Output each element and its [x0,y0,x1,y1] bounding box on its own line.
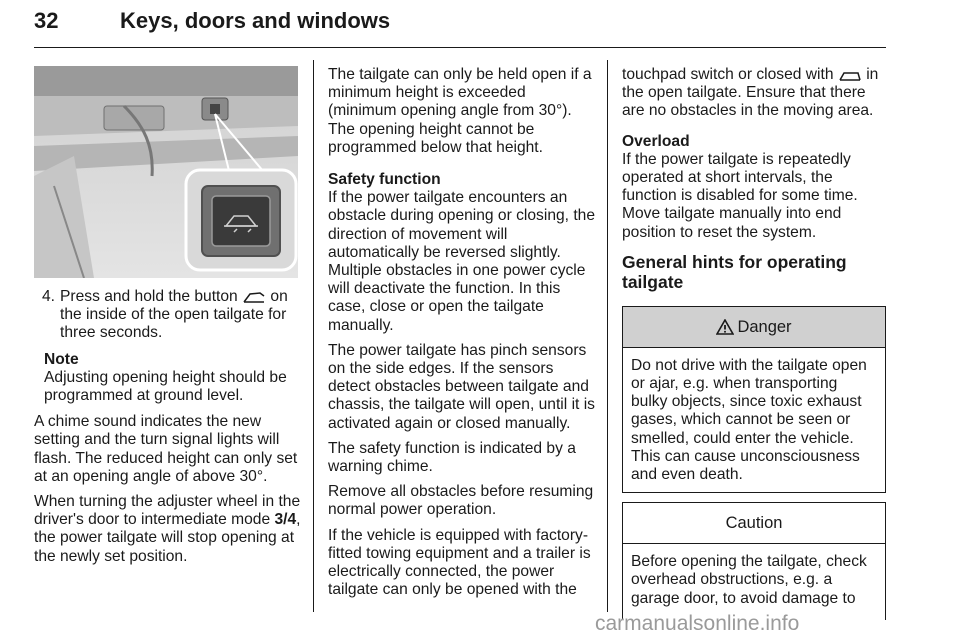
caution-text: Before opening the tailgate, check overhead obstructions, e.g. a garage door, to avoid damage to [631,553,867,607]
tailgate-illustration-svg [34,66,298,278]
tailgate-closed-icon [838,68,862,82]
paragraph: The safety function is indicated by a warning chime. [328,439,576,476]
paragraph: If the power tailgate is repeatedly operated at short intervals, the function is disabled for some time. Move tailgate manually into end position to reset the system. [622,150,858,241]
section-heading: Overload [622,132,690,150]
column-right [622,66,886,620]
note-text: Adjusting opening height should be programmed at ground level. [44,368,287,405]
page-header [34,0,886,48]
paragraph [622,66,886,121]
paragraph-text: , the power tailgate will stop opening at the newly set position. [34,511,301,565]
column-divider [607,60,608,612]
danger-header [623,307,885,348]
paragraph [34,493,302,566]
tailgate-button-illustration [34,66,298,278]
list-item [34,288,302,343]
note-block [34,351,302,406]
paragraph: A chime sound indicates the new setting and the turn signal lights will flash. The reduced height can only set at an opening angle of above 30°. [34,413,298,485]
step-number: 4. [42,288,56,305]
caution-title: Caution [725,514,783,533]
danger-box [622,306,886,493]
paragraph: If the power tailgate encounters an obstacle during opening or closing, the direction of movement will automatically be reversed slightly. Multiple obstacles in one power cycle will deactivate the function. In this case, close or open the tailgate manually. [328,189,596,334]
danger-text: Do not drive with the tailgate open or ajar, e.g. when transporting bulky objects, since toxic exhaust gases, which cannot be seen or smelled, could enter the vehicle. This can cause unconsciousness and even death. [631,356,867,484]
paragraph-text: touchpad switch or closed with [622,66,834,83]
mode-label: 3/4 [274,511,297,529]
paragraph: The power tailgate has pinch sensors on the side edges. If the sensors detect obstacles between tailgate and chassis, the tailgate will open, until it is activated again or closed manually. [328,341,595,432]
section-title: Keys, doors and windows [120,8,391,33]
danger-title: Danger [737,317,792,336]
section-heading: Safety function [328,171,441,189]
warning-icon [716,319,734,335]
note-heading: Note [44,350,79,368]
paragraph: The tailgate can only be held open if a minimum height is exceeded (minimum opening angle from 30°). The opening height cannot be programmed below that height. [328,66,592,156]
paragraph: If the vehicle is equipped with factory-fitted towing equipment and a trailer is electrically connected, the power tailgate can only be opened with the [328,526,591,599]
steps-list [34,288,302,343]
watermark: carmanualsonline.info [595,612,800,635]
column-middle [328,66,596,606]
section-heading-large: General hints for operating tailgate [622,251,847,292]
paragraph-text: in the open tailgate. Ensure that there are no obstacles in the moving area. [622,66,879,120]
paragraph-text: When turning the adjuster wheel in the driver's door to intermediate mode [34,493,301,529]
step-text-after: on the inside of the open tailgate for three seconds. [60,288,288,342]
step-text-before: Press and hold the button [60,288,238,305]
caution-header [623,503,885,544]
tailgate-icon [242,290,266,304]
page-number: 32 [34,8,59,33]
paragraph: Remove all obstacles before resuming normal power operation. [328,483,594,519]
caution-box [622,502,886,620]
column-divider [313,60,314,612]
column-left [34,66,302,573]
